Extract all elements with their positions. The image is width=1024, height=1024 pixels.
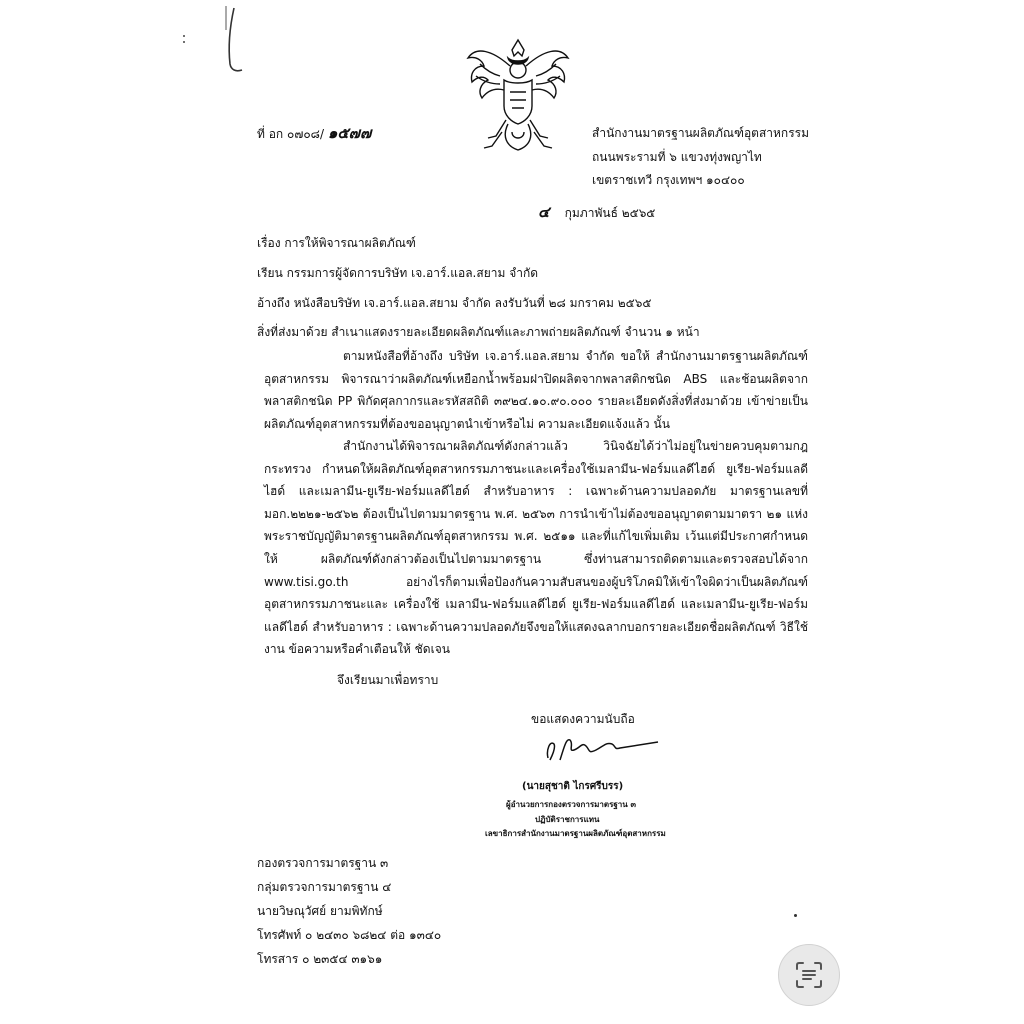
attachment-line: สิ่งที่ส่งมาด้วย สำเนาแสดงรายละเอียดผลิตภัณฑ์และภาพถ่ายผลิตภัณฑ์ จำนวน ๑ หน้า xyxy=(257,325,700,339)
signatory-title-3: เลขาธิการสำนักงานมาตรฐานผลิตภัณฑ์อุตสาหกรรม xyxy=(485,829,666,838)
handwritten-date-day: ๔ xyxy=(538,203,550,221)
speck xyxy=(794,914,797,917)
footer-officer: นายวิษณุวัศย์ ยามพิทักษ์ xyxy=(257,904,383,918)
office-address-line2: ถนนพระรามที่ ๖ แขวงทุ่งพญาไท xyxy=(592,150,762,164)
text-scan-icon xyxy=(794,960,824,990)
body-paragraph-2: สำนักงานได้พิจารณาผลิตภัณฑ์ดังกล่าวแล้ว วินิจฉัยได้ว่าไม่อยู่ในข่ายควบคุมตามกฎกระทรวง กำหนดให้ผลิตภัณฑ์อุตสาหกรรมภาชนะและเครื่องใช้เมลามีน-ฟอร์มแลดีไฮด์ ยูเรีย-ฟอร์มแลดีไฮด์ และเมลามีน-ยูเรีย-ฟอร์มแลดีไฮด์ สำหรับอาหาร : เฉพาะด้านความปลอดภัย มาตรฐานเลขที่ มอก.๒๒๒๑-๒๕๖๒ ต้องเป็นไปตามมาตรฐาน พ.ศ. ๒๕๖๓ การนำเข้าไม่ต้องขออนุญาตตามมาตรา ๒๑ แห่ง พระราชบัญญัติมาตรฐานผลิตภัณฑ์อุตสาหกรรม พ.ศ. ๒๕๑๑ และที่แก้ไขเพิ่มเติม เว้นแต่มีประกาศกำหนดให้ ผลิตภัณฑ์ดังกล่าวต้องเป็นไปตามมาตรฐาน ซึ่งท่านสามารถติดตามและตรวจสอบได้จาก www.tisi.go.th อย่างไรก็ตามเพื่อป้องกันความสับสนของผู้บริโภคมิให้เข้าใจผิดว่าเป็นผลิตภัณฑ์อุตสาหกรรมภาชนะและ เครื่องใช้ เมลามีน-ฟอร์มแลดีไฮด์ ยูเรีย-ฟอร์มแลดีไฮด์ และเมลามีน-ยูเรีย-ฟอร์มแลดีไฮด์ สำหรับอาหาร : เฉพาะด้านความปลอดภัยจึงขอให้แสดงฉลากบอกรายละเอียดชื่อผลิตภัณฑ์ วิธีใช้งาน ข้อความหรือคำเตือนให้ ชัดเจน xyxy=(264,439,808,657)
reference-number-prefix: ที่ อก ๐๗๐๘/ xyxy=(257,127,324,141)
office-address-line1: สำนักงานมาตรฐานผลิตภัณฑ์อุตสาหกรรม xyxy=(592,126,810,140)
body-paragraph-1: ตามหนังสือที่อ้างถึง บริษัท เจ.อาร์.แอล.สยาม จำกัด ขอให้ สำนักงานมาตรฐานผลิตภัณฑ์ อุตสาหกรรม พิจารณาว่าผลิตภัณฑ์เหยือกน้ำพร้อมฝาปิดผลิตจากพลาสติกชนิด ABS และช้อนผลิตจาก พลาสติกชนิด PP พิกัดศุลกากรและรหัสสถิติ ๓๙๒๔.๑๐.๙๐.๐๐๐ รายละเอียดดังสิ่งที่ส่งมาด้วย เข้าข่ายเป็น ผลิตภัณฑ์อุตสาหกรรมที่ต้องขออนุญาตนำเข้าหรือไม่ ความละเอียดแจ้งแล้ว นั้น xyxy=(264,349,808,431)
office-address-line3: เขตราชเทวี กรุงเทพฯ ๑๐๔๐๐ xyxy=(592,173,745,187)
handwritten-signature xyxy=(540,730,660,766)
scan-text-button[interactable] xyxy=(778,944,840,1006)
signatory-title-1: ผู้อำนวยการกองตรวจการมาตรฐาน ๓ xyxy=(506,800,637,809)
date-month-year: กุมภาพันธ์ ๒๕๖๕ xyxy=(564,206,656,220)
reference-number xyxy=(257,126,371,142)
subject-line: เรื่อง การให้พิจารณาผลิตภัณฑ์ xyxy=(257,236,416,250)
footer-fax: โทรสาร ๐ ๒๓๕๔ ๓๑๖๑ xyxy=(257,952,383,966)
footer-phone: โทรศัพท์ ๐ ๒๔๓๐ ๖๘๒๔ ต่อ ๑๓๔๐ xyxy=(257,928,442,942)
reference-line: อ้างถึง หนังสือบริษัท เจ.อาร์.แอล.สยาม จำกัด ลงรับวันที่ ๒๘ มกราคม ๒๕๖๕ xyxy=(257,296,652,310)
document-date xyxy=(538,205,655,221)
footer-division: กองตรวจการมาตรฐาน ๓ xyxy=(257,856,389,870)
handwritten-reference: ๑๕๗๗ xyxy=(327,124,372,142)
scan-edge-mark xyxy=(178,6,248,76)
signature-salutation: ขอแสดงความนับถือ xyxy=(531,712,635,726)
signatory-name: (นายสุชาติ ไกรศรีบรร) xyxy=(522,781,624,792)
footer-group: กลุ่มตรวจการมาตรฐาน ๔ xyxy=(257,880,392,894)
recipient-line: เรียน กรรมการผู้จัดการบริษัท เจ.อาร์.แอล.สยาม จำกัด xyxy=(257,266,539,280)
closing-line: จึงเรียนมาเพื่อทราบ xyxy=(337,673,439,687)
signatory-title-2: ปฏิบัติราชการแทน xyxy=(535,815,600,824)
garuda-emblem xyxy=(462,36,574,154)
